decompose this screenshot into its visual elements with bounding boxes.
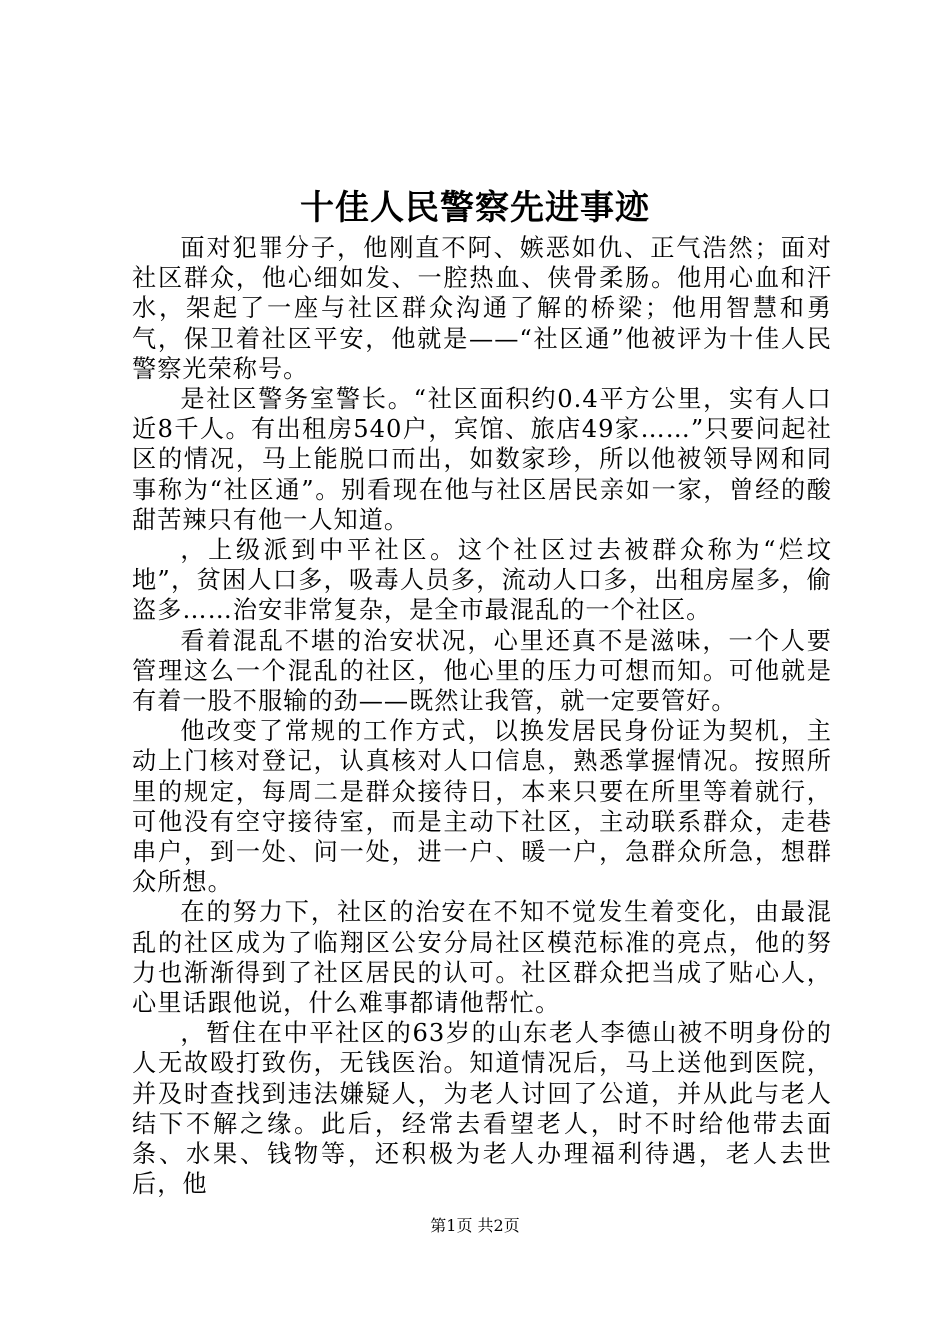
paragraph: 在的努力下，社区的治安在不知不觉发生着变化，由最混乱的社区成为了临翔区公安分局社区模范标准的亮点，他的努力也渐渐得到了社区居民的认可。社区群众把当成了贴心人，心里话跟他说，什么难事都请他帮忙。 [132,898,832,1018]
paragraph: ，暂住在中平社区的63岁的山东老人李德山被不明身份的人无故殴打致伤，无钱医治。知道情况后，马上送他到医院，并及时查找到违法嫌疑人，为老人讨回了公道，并从此与老人结下不解之缘。此后，经常去看望老人，时不时给他带去面条、水果、钱物等，还积极为老人办理福利待遇，老人去世后，他 [132,1019,832,1199]
document-title: 十佳人民警察先进事迹 [300,188,650,228]
paragraph: 看着混乱不堪的治安状况，心里还真不是滋味，一个人要管理这么一个混乱的社区，他心里的压力可想而知。可他就是有着一股不服输的劲——既然让我管，就一定要管好。 [132,626,832,716]
document-body [132,233,832,1200]
paragraph: 他改变了常规的工作方式，以换发居民身份证为契机，主动上门核对登记，认真核对人口信息，熟悉掌握情况。按照所里的规定，每周二是群众接待日，本来只要在所里等着就行，可他没有空守接待室，而是主动下社区，主动联系群众，走巷串户，到一处、问一处，进一户、暖一户，急群众所急，想群众所想。 [132,717,832,897]
paragraph: 是社区警务室警长。“社区面积约0.4平方公里，实有人口近8千人。有出租房540户，宾馆、旅店49家……”只要问起社区的情况，马上能脱口而出，如数家珍，所以他被领导网和同事称为“社区通”。别看现在他与社区居民亲如一家，曾经的酸甜苦辣只有他一人知道。 [132,385,832,534]
paragraph: ，上级派到中平社区。这个社区过去被群众称为“烂坟地”，贫困人口多，吸毒人员多，流动人口多，出租房屋多，偷盗多……治安非常复杂，是全市最混乱的一个社区。 [132,536,832,625]
paragraph: 面对犯罪分子，他刚直不阿、嫉恶如仇、正气浩然；面对社区群众，他心细如发、一腔热血、侠骨柔肠。他用心血和汗水，架起了一座与社区群众沟通了解的桥梁；他用智慧和勇气，保卫着社区平安，他就是——“社区通”他被评为十佳人民警察光荣称号。 [132,234,832,383]
page-footer: 第1页 共2页 [430,1216,520,1235]
